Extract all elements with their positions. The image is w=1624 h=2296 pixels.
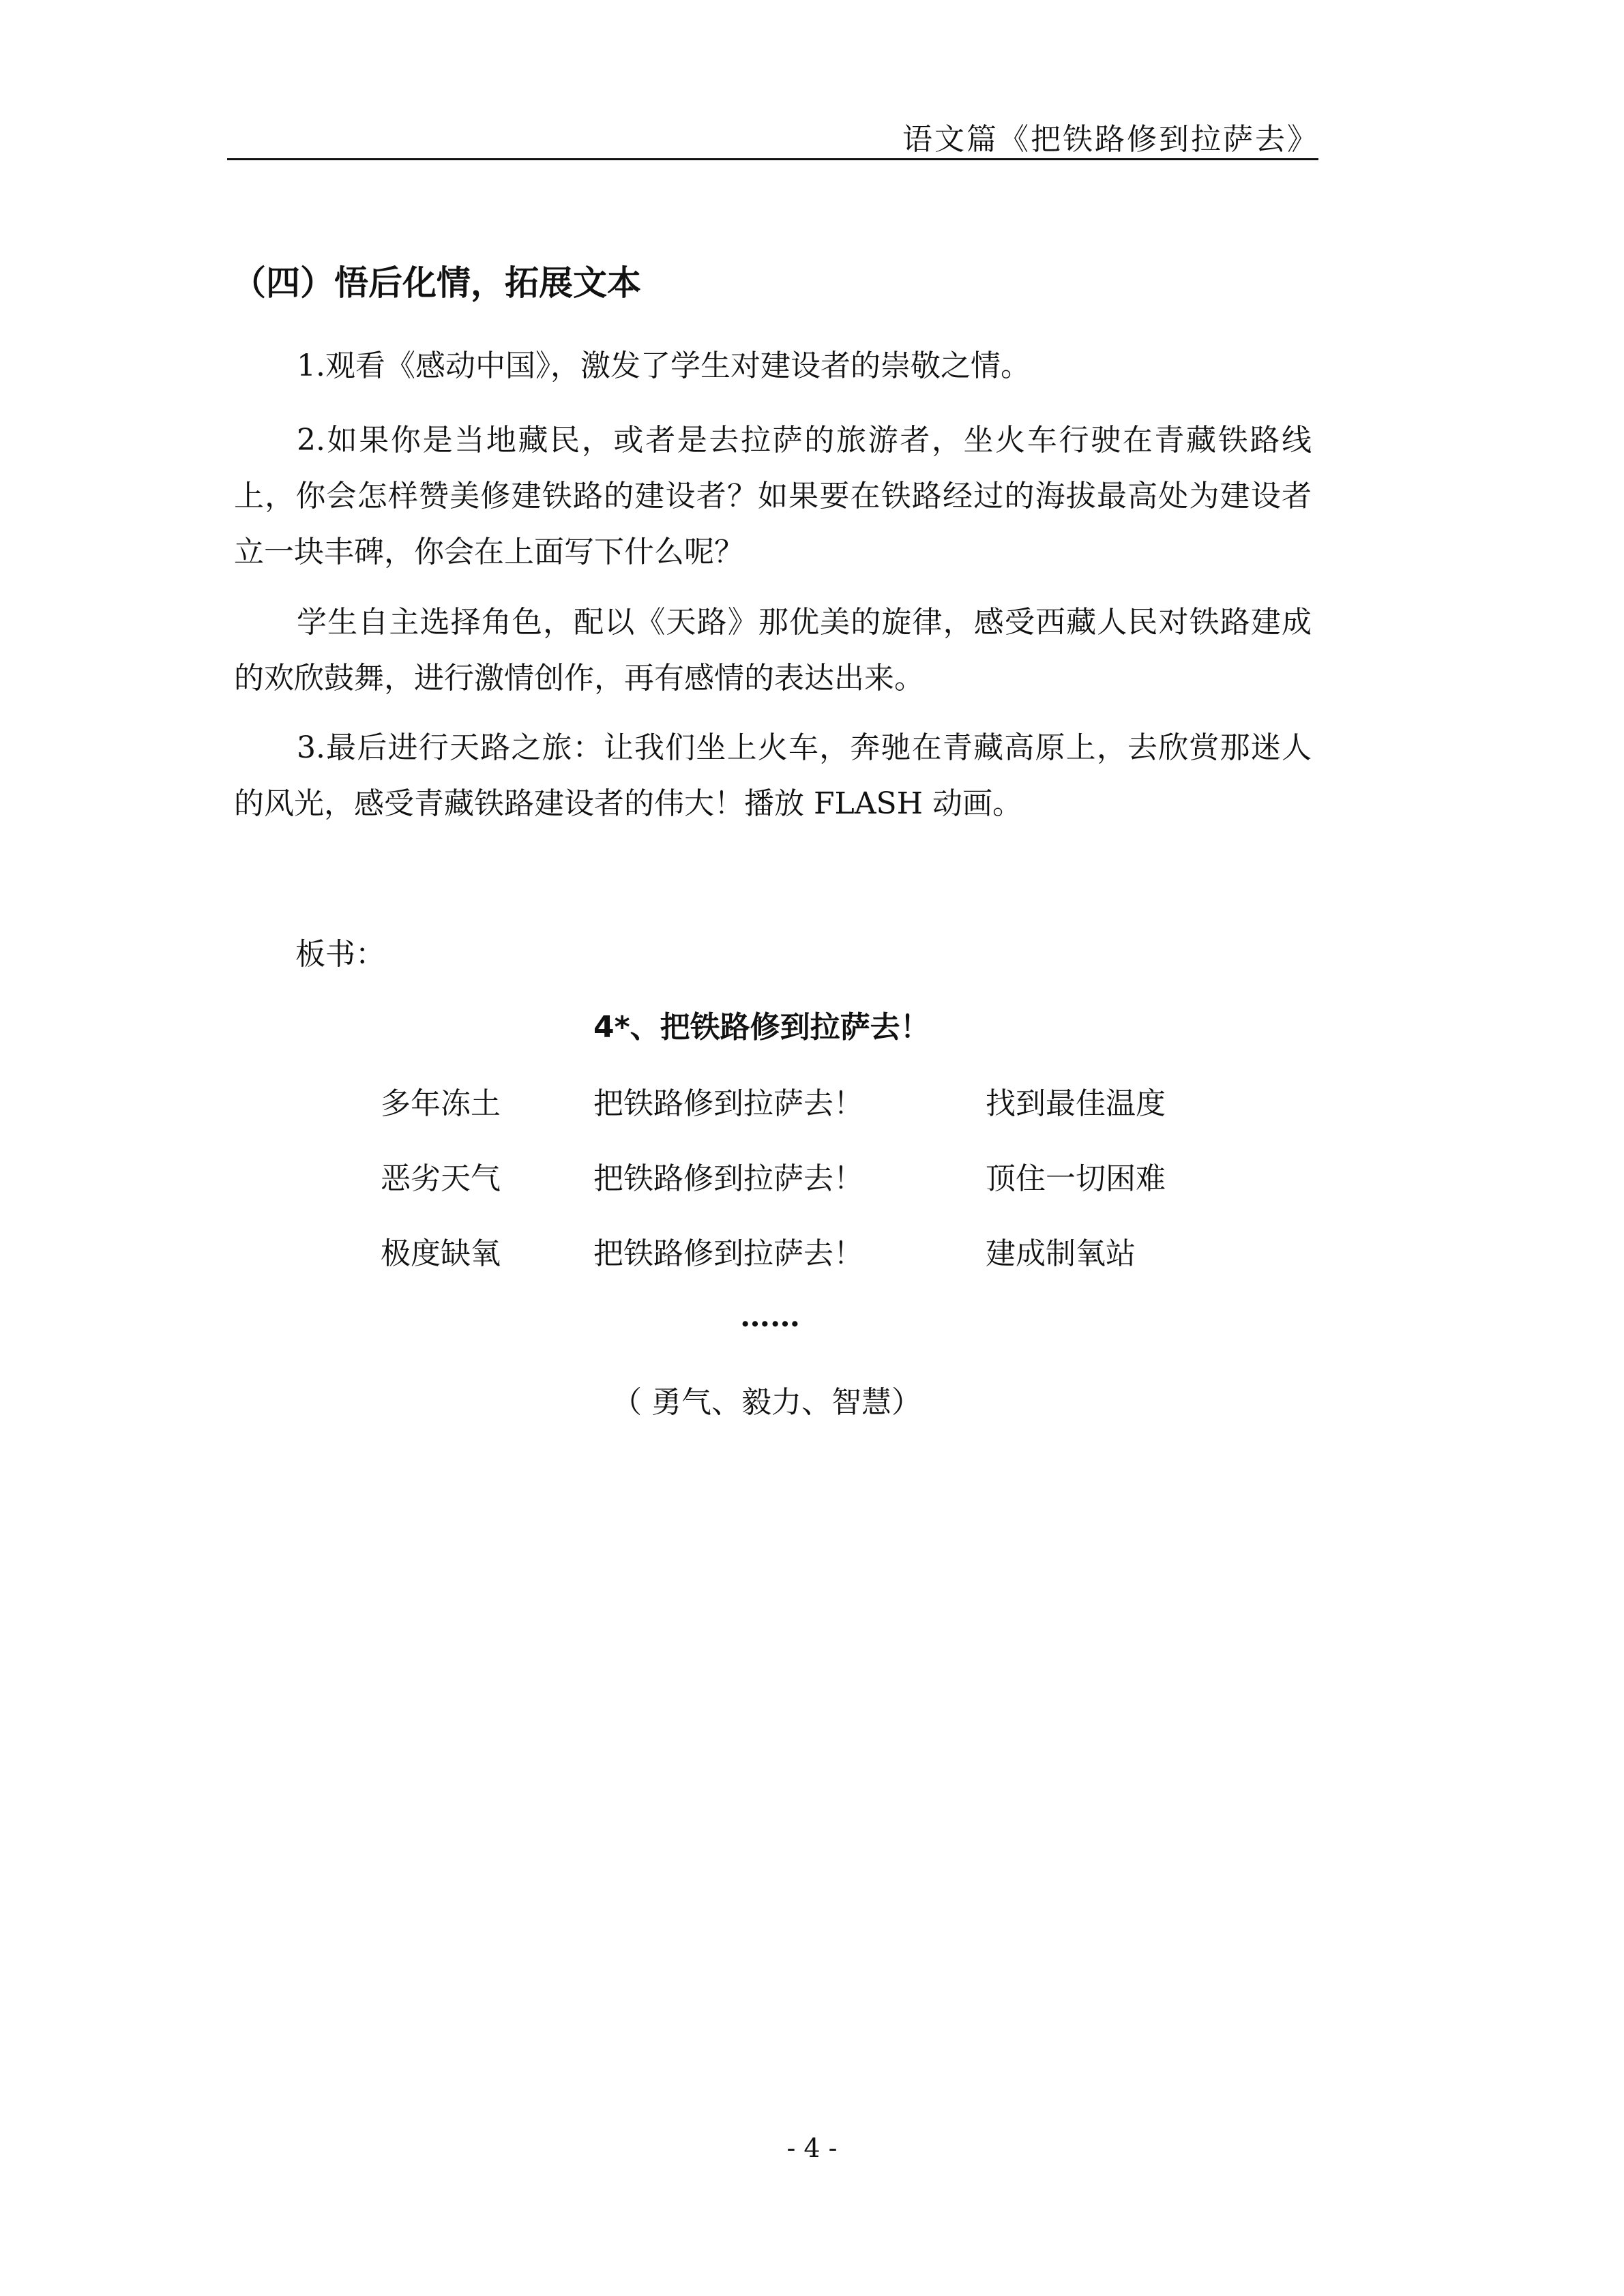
board-row — [0, 1079, 1624, 1120]
paragraph-3: 学生自主选择角色，配以《天路》那优美的旋律，感受西藏人民对铁路建成的欢欣鼓舞，进行激情创作，再有感情的表达出来。 — [234, 605, 1312, 696]
board-row — [0, 1229, 1624, 1270]
board-title: 4*、把铁路修到拉萨去！ — [593, 1010, 930, 1045]
section-heading: （四）悟后化情，拓展文本 — [232, 263, 641, 303]
board-row-problem: 恶劣天气 — [381, 1161, 501, 1196]
header-title: 语文篇《把铁路修到拉萨去》 — [902, 122, 1319, 157]
page-number: - 4 - — [786, 2133, 838, 2163]
board-row-slogan: 把铁路修到拉萨去！ — [593, 1236, 863, 1271]
paragraph-4: 3.最后进行天路之旅：让我们坐上火车，奔驰在青藏高原上，去欣赏那迷人的风光，感受青藏铁路建设者的伟大！播放 FLASH 动画。 — [234, 730, 1312, 821]
board-row — [0, 1154, 1624, 1195]
board-ellipsis: …… — [740, 1299, 800, 1334]
board-row-solution: 顶住一切困难 — [986, 1161, 1166, 1196]
header-rule — [227, 158, 1318, 160]
paragraph-1: 1.观看《感动中国》，激发了学生对建设者的崇敬之情。 — [297, 348, 1031, 383]
board-row-slogan: 把铁路修到拉萨去！ — [593, 1161, 863, 1196]
board-label: 板书： — [295, 937, 385, 972]
board-row-slogan: 把铁路修到拉萨去！ — [593, 1086, 863, 1121]
board-row-solution: 建成制氧站 — [986, 1236, 1136, 1271]
board-summary: （ 勇气、毅力、智慧） — [612, 1385, 921, 1420]
board-row-problem: 多年冻土 — [381, 1086, 501, 1121]
paragraph-2: 2.如果你是当地藏民，或者是去拉萨的旅游者，坐火车行驶在青藏铁路线上，你会怎样赞美修建铁路的建设者？如果要在铁路经过的海拔最高处为建设者立一块丰碑，你会在上面写下什么呢？ — [234, 423, 1312, 569]
board-row-solution: 找到最佳温度 — [986, 1086, 1166, 1121]
board-row-problem: 极度缺氧 — [381, 1236, 501, 1271]
